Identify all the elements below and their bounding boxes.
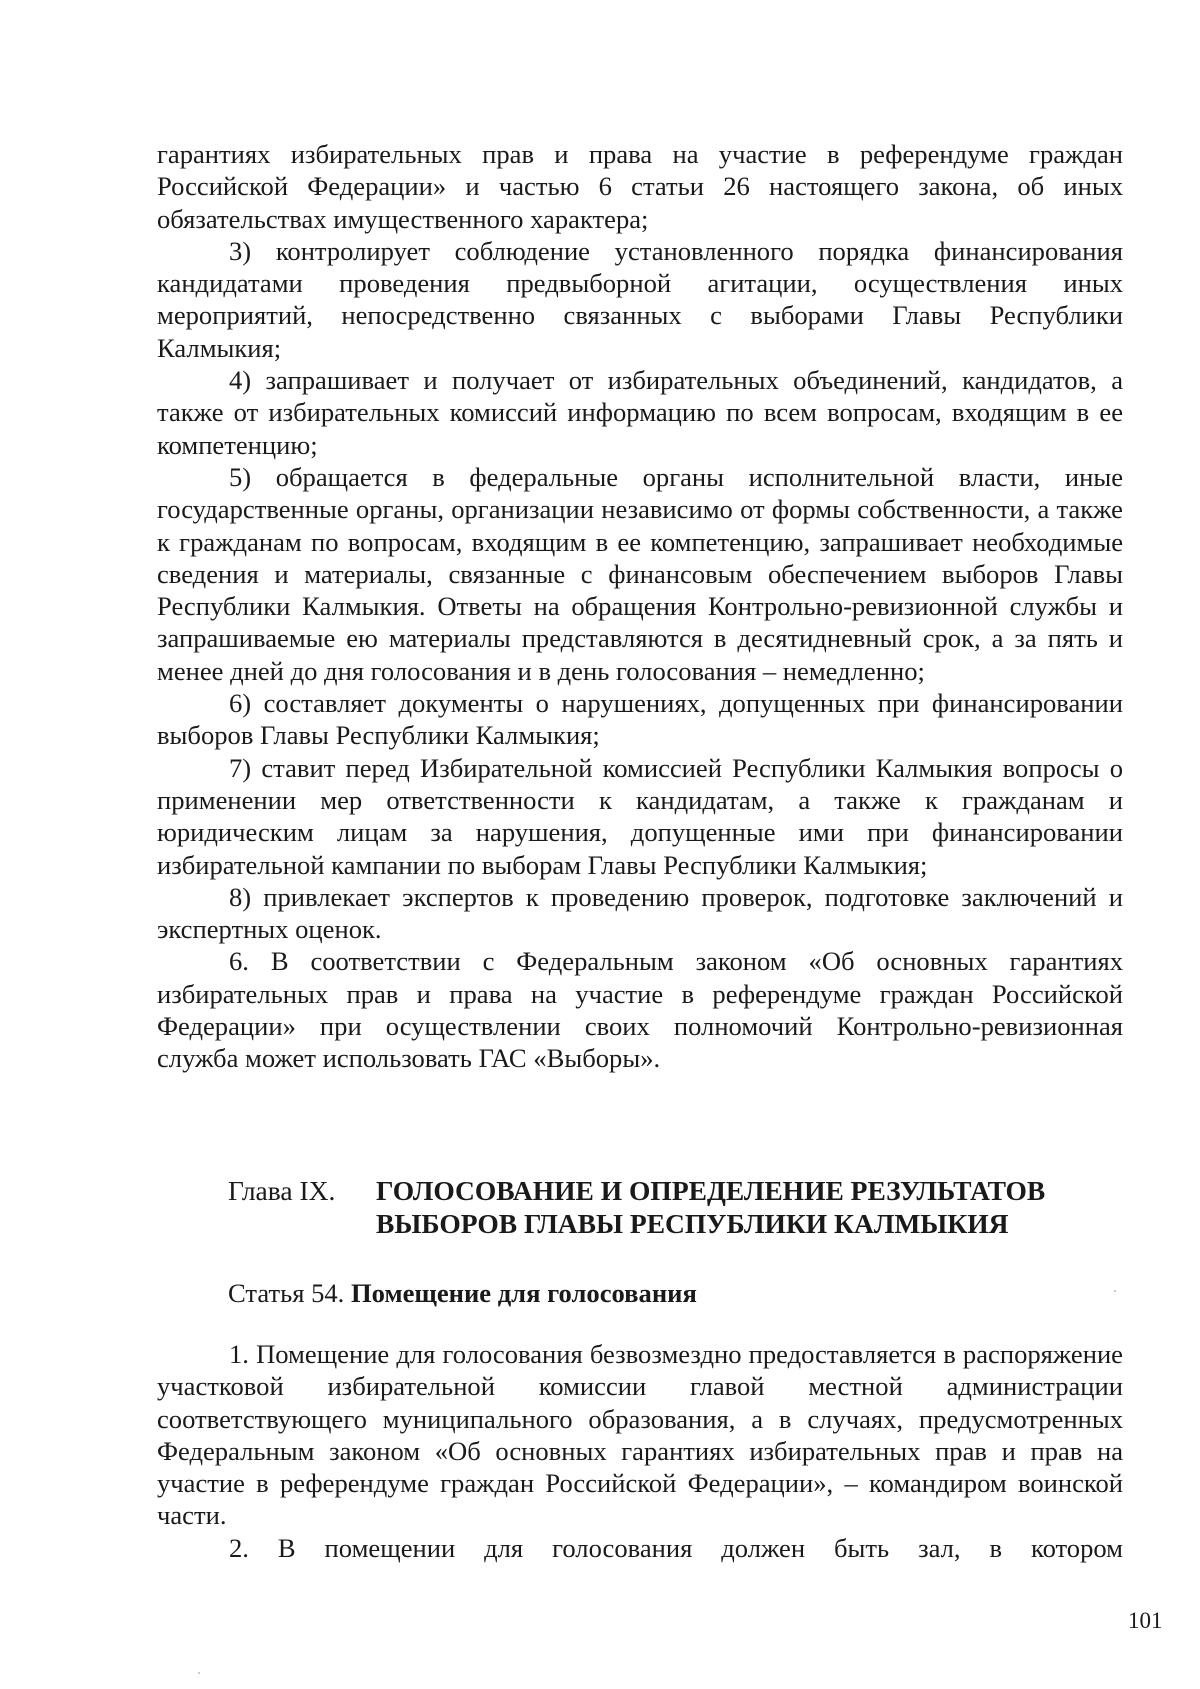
paragraph: гарантиях избирательных прав и права на участие в референдуме граждан Российской Федерации» и частью 6 статьи 26 настоящего закона, об иных обязательствах имущественного характера;	[157, 139, 1123, 234]
paragraph: 6. В соответствии с Федеральным законом «Об основных гарантиях избирательных прав и права на участие в референдуме граждан Российской Федерации» при осуществлении своих полномочий Контрольно-ревизионная служба может использовать ГАС «Выборы».	[157, 946, 1123, 1074]
scan-speck	[1114, 1290, 1116, 1292]
paragraph: 5) обращается в федеральные органы исполнительной власти, иные государственные органы, организации независимо от формы собственности, а также к гражданам по вопросам, входящим в ее компетенцию, запрашивает необходимые сведения и материалы, связанные с финансовым обеспечением выборов Главы Республики Калмыкия. Ответы на обращения Контрольно-ревизионной службы и запрашиваемые ею материалы представляются в десятидневный срок, а за пять и менее дней до дня голосования и в день голосования – немедленно;	[157, 461, 1123, 686]
body-text-top	[157, 138, 1123, 1075]
page-number: 101	[1128, 1608, 1163, 1633]
chapter-title: ГОЛОСОВАНИЕ И ОПРЕДЕЛЕНИЕ РЕЗУЛЬТАТОВ ВЫБОРОВ ГЛАВЫ РЕСПУБЛИКИ КАЛМЫКИЯ	[376, 1175, 1046, 1239]
body-text-bottom	[157, 1338, 1123, 1564]
paragraph: 7) ставит перед Избирательной комиссией Республики Калмыкия вопросы о применении мер ответственности к кандидатам, а также к гражданам и юридическим лицам за нарушения, допущенные ими при финансировании избирательной кампании по выборам Главы Республики Калмыкия;	[157, 752, 1123, 880]
paragraph: 6) составляет документы о нарушениях, допущенных при финансировании выборов Главы Республики Калмыкия;	[157, 688, 1123, 751]
article-label: Статья 54.	[228, 1278, 345, 1308]
paragraph: 8) привлекает экспертов к проведению проверок, подготовке заключений и экспертных оценок.	[157, 881, 1123, 945]
article-title: Помещение для голосования	[350, 1278, 697, 1308]
paragraph: 4) запрашивает и получает от избирательных объединений, кандидатов, а также от избирательных комиссий информацию по всем вопросам, входящим в ее компетенцию;	[157, 365, 1123, 460]
article-heading	[228, 1277, 697, 1309]
paragraph: 2. В помещении для голосования должен быть зал, в котором	[229, 1532, 1123, 1563]
scan-speck	[198, 1672, 200, 1674]
paragraph: 1. Помещение для голосования безвозмездно предоставляется в распоряжение участковой избирательной комиссии главой местной администрации соответствующего муниципального образования, а в случаях, предусмотренных Федеральным законом «Об основных гарантиях избирательных прав и прав на участие в референдуме граждан Российской Федерации», – командиром воинской части.	[157, 1339, 1123, 1531]
paragraph: 3) контролирует соблюдение установленного порядка финансирования кандидатами проведения предвыборной агитации, осуществления иных мероприятий, непосредственно связанных с выборами Главы Республики Калмыкия;	[157, 235, 1123, 363]
chapter-label: Глава IX.	[228, 1175, 336, 1206]
